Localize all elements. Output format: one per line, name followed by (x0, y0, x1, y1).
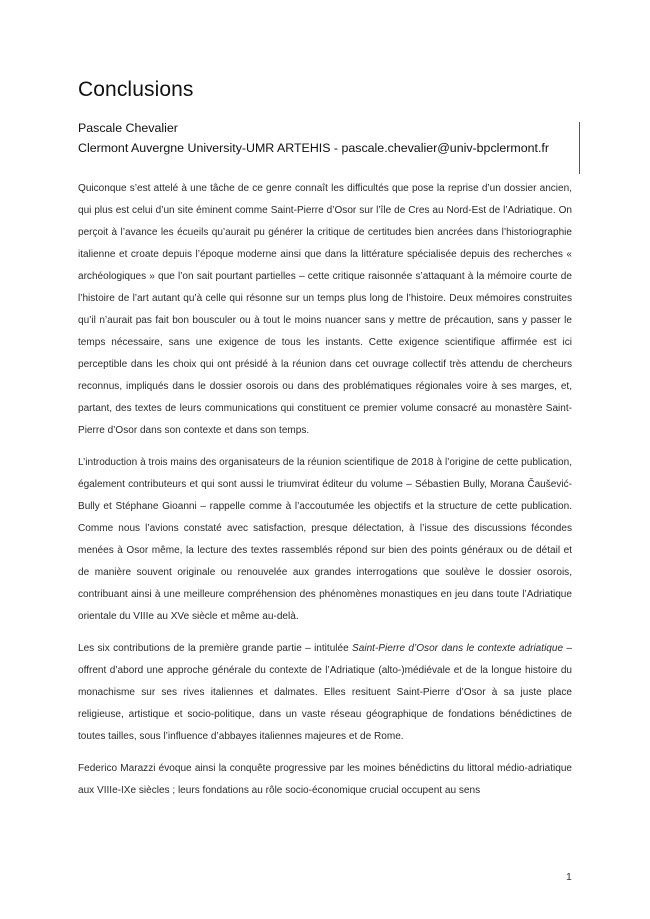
paragraph-3-end: – offrent d’abord une approche générale du contexte de l’Adriatique (alto-)médiévale et de la longue histoire du monachisme sur ses rives italiennes et dalmates. Elles resituent Saint-Pierre d’Osor à sa juste place religieuse, artistique et socio-politique, dans un vaste réseau géographique de fondations bénédictines de toutes tailles, sous l’influence d’abbayes italiennes majeures et de Rome. (78, 643, 572, 742)
body-text (78, 178, 572, 812)
author-affiliation: Clermont Auvergne University-UMR ARTEHIS - pascale.chevalier@univ-bpclermont.fr (78, 141, 549, 155)
page-number: 1 (566, 871, 572, 883)
paragraph-3 (78, 638, 572, 748)
paragraph-4: Federico Marazzi évoque ainsi la conquête progressive par les moines bénédictins du littoral médio-adriatique aux VIIIe-IXe siècles ; leurs fondations au rôle socio-économique crucial occupent au sens (78, 763, 572, 796)
paragraph-3-italic-title: Saint-Pierre d’Osor dans le contexte adriatique (352, 643, 564, 654)
author-name: Pascale Chevalier (78, 121, 178, 135)
paragraph-3-start: Les six contributions de la première grande partie – intitulée (78, 643, 353, 654)
paragraph-1: Quiconque s’est attelé à une tâche de ce genre connaît les difficultés que pose la reprise d’un dossier ancien, qui plus est celui d’un site éminent comme Saint-Pierre d’Osor sur l’île de Cres au Nord-Est de l’Adriatique. On perçoit à l’avance les écueils qu’aurait pu générer la critique de certitudes bien ancrées dans l’historiographie italienne et croate depuis l’époque moderne ainsi que dans la littérature spécialisée depuis des recherches « archéologiques » que l’on sait pourtant partielles – cette critique raisonnée s’attaquant à la mémoire courte de l’histoire de l’art autant qu’à celle qui résonne sur un temps plus long de l’histoire. Deux mémoires construites qu’il n’aurait pas fait bon bousculer ou à tout le moins nuancer sans y mettre de précaution, sans y passer le temps nécessaire, sans une exigence de tous les instants. Cette exigence scientifique affirmée est ici perceptible dans les choix qui ont présidé à la réunion dans cet ouvrage collectif très attendu de chercheurs reconnus, impliqués dans le dossier osorois ou dans des problématiques régionales voire à ses marges, et, partant, des textes de leurs communications qui constituent ce premier volume consacré au monastère Saint-Pierre d’Osor dans son contexte et dans son temps. (78, 183, 572, 436)
margin-line (579, 122, 580, 174)
paragraph-2: L’introduction à trois mains des organisateurs de la réunion scientifique de 2018 à l’origine de cette publication, également contributeurs et qui sont aussi le triumvirat éditeur du volume – Sébastien Bully, Morana Čaušević-Bully et Stéphane Gioanni – rappelle comme à l’accoutumée les objectifs et la structure de cette publication. Comme nous l’avions constaté avec satisfaction, presque délectation, à l’issue des discussions fécondes menées à Osor même, la lecture des textes rassemblés répond sur bien des points généraux ou de détail et de manière souvent originale ou renouvelée aux grandes interrogations que soulève le dossier osorois, contribuant ainsi à une meilleure compréhension des phénomènes monastiques en jeu dans toute l’Adriatique orientale du VIIIe au XVe siècle et même au-delà. (78, 457, 572, 622)
page-title: Conclusions (78, 78, 194, 101)
